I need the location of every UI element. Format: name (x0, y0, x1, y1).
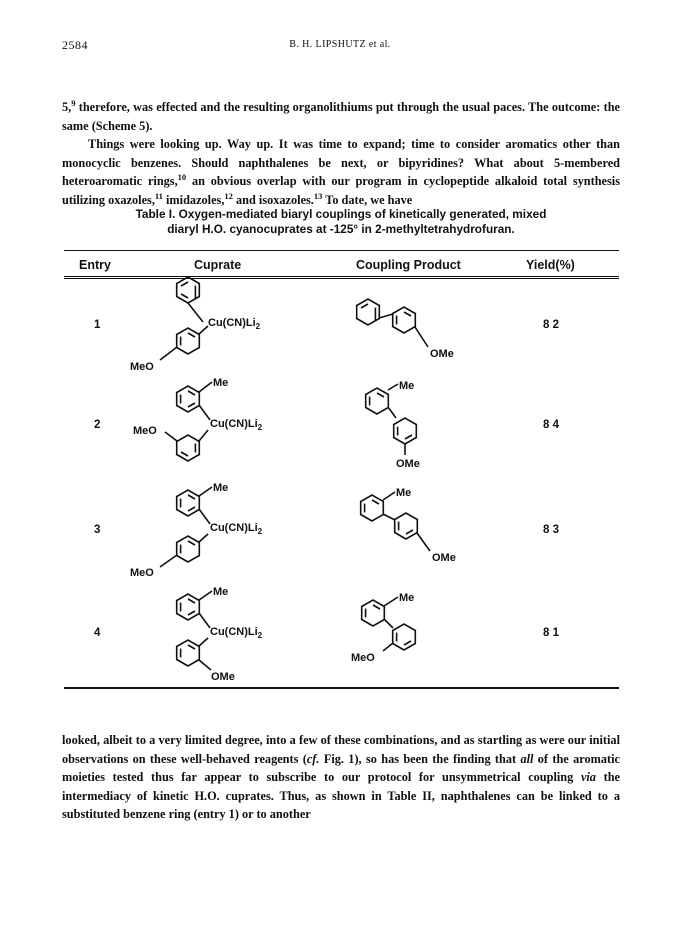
svg-text:Me: Me (213, 377, 229, 389)
running-header: B. H. LIPSHUTZ et al. (289, 39, 391, 50)
col-header-cuprate: Cuprate (194, 258, 242, 272)
svg-text:MeO: MeO (130, 567, 154, 579)
svg-text:OMe: OMe (430, 348, 454, 360)
yield-1: 8 2 (543, 319, 559, 331)
yield-4: 8 1 (543, 627, 559, 639)
svg-text:Me: Me (399, 380, 415, 392)
svg-text:MeO: MeO (130, 361, 154, 373)
col-header-entry: Entry (79, 258, 111, 272)
svg-text:OMe: OMe (211, 671, 235, 683)
svg-text:OMe: OMe (396, 458, 420, 470)
product-4 (351, 592, 415, 664)
table-caption-line2: diaryl H.O. cyanocuprates at -125° in 2-methyltetrahydrofuran. (167, 222, 515, 236)
product-1 (357, 299, 454, 360)
cuprate-3 (130, 482, 263, 579)
svg-text:Me: Me (399, 592, 415, 604)
cuprate-4 (177, 586, 263, 683)
yield-2: 8 4 (543, 419, 559, 431)
entry-1: 1 (94, 319, 101, 331)
entry-3: 3 (94, 524, 101, 536)
cuprate-1 (130, 277, 261, 373)
cuprate-2 (133, 377, 263, 461)
product-2 (366, 380, 420, 470)
svg-text:Cu(CN)Li2: $Cu(CN)Li_2$ (210, 418, 263, 432)
svg-text:Me: Me (213, 586, 229, 598)
svg-text:MeO: MeO (351, 652, 375, 664)
yield-3: 8 3 (543, 524, 559, 536)
table-bottom-rule (64, 687, 619, 689)
entry-4: 4 (94, 627, 101, 639)
paragraph-1: 5,$^9$ therefore, was effected and the resulting organolithiums put through the usual paces. The outcome: the same (Scheme 5). Things were looking up. Way up. It was time to expand; time to consider aromatics other than monocyclic benzenes. Should naphthalenes be next, or bipyridines? What about 5-membered heteroaromatic rings,$^{10}$ an obvious overlap with our program in cyclopeptide alkaloid total synthesis utilizing oxazoles,$^{11}$ imidazoles,$^{12}$ and isoxazoles.$^{13}$ To date, we have (62, 97, 620, 207)
svg-text:MeO: MeO (133, 425, 157, 437)
svg-text:Me: Me (213, 482, 229, 494)
paragraph-2: looked, albeit to a very limited degree, into a few of these combinations, and as startling as were our initial observations on these well-behaved reagents (cf. Fig. 1), so has been the finding that all of the aromatic moieties tested thus far appear to subscribe to our protocol for unsymmetrical coupling via the intermediacy of kinetic H.O. cuprates. Thus, as shown in Table II, naphthalenes can be linked to a substituted benzene ring (entry 1) or to another (62, 733, 620, 821)
col-header-yield: Yield(%) (526, 258, 575, 272)
svg-text:OMe: OMe (432, 552, 456, 564)
col-header-product: Coupling Product (356, 258, 461, 272)
svg-text:Cu(CN)Li2: $Cu(CN)Li_2$ (208, 317, 261, 331)
page-number: 2584 (62, 38, 88, 52)
entry-2: 2 (94, 419, 101, 431)
svg-text:Me: Me (396, 487, 412, 499)
svg-text:Cu(CN)Li2: $Cu(CN)Li_2$ (210, 626, 263, 640)
product-3 (361, 487, 456, 564)
svg-text:Cu(CN)Li2: $Cu(CN)Li_2$ (210, 522, 263, 536)
table-caption-line1: Table I. Oxygen-mediated biaryl couplings of kinetically generated, mixed (135, 207, 547, 221)
